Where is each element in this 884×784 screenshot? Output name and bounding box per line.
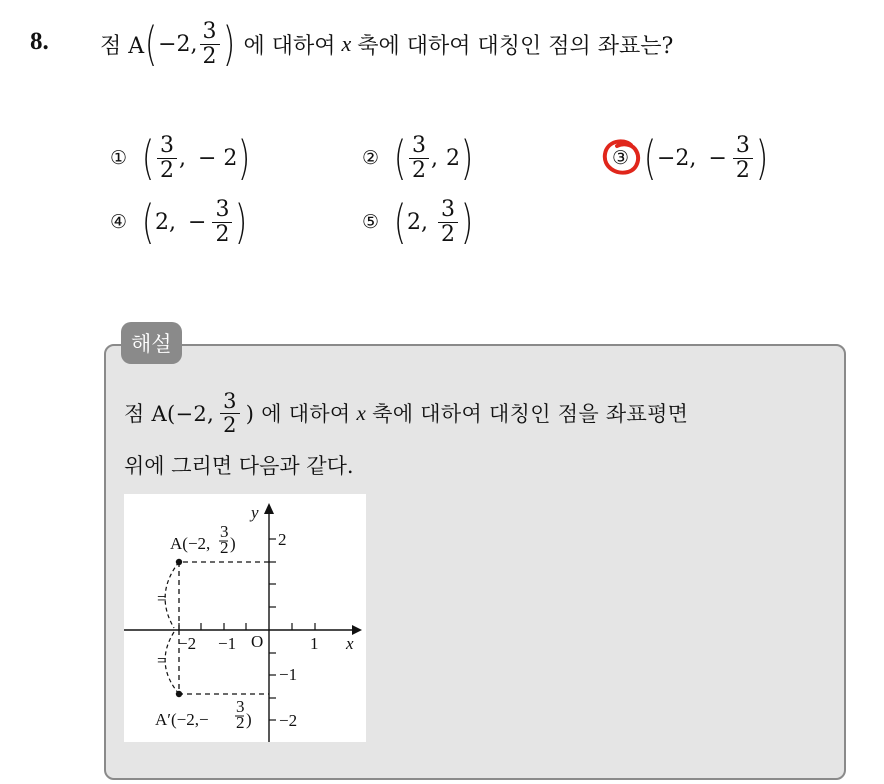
- point-a-prime-close: ): [246, 710, 252, 729]
- fraction-denominator: 2: [215, 221, 230, 247]
- right-paren: ): [222, 17, 235, 71]
- fraction-denominator: 2: [735, 157, 750, 183]
- question-suffix: 축에 대하여 대칭인 점의 좌표는?: [357, 33, 674, 59]
- left-paren: (: [643, 131, 657, 185]
- point-a-prime: [176, 691, 182, 697]
- option-value: −2,: [657, 145, 697, 171]
- question-mid: 에 대하여: [243, 33, 336, 59]
- answer-circle-mark: [601, 137, 643, 179]
- point-a-prime-frac-den: 2: [236, 713, 245, 732]
- x-tick-label: −2: [178, 634, 197, 653]
- x-tick-label: −1: [218, 634, 237, 653]
- option-2[interactable]: [362, 126, 474, 190]
- option-3[interactable]: [612, 126, 769, 190]
- point-a-label: A(−2,: [170, 534, 211, 553]
- option-minus: −: [708, 145, 727, 171]
- fraction-denominator: 2: [412, 157, 426, 183]
- right-paren: ): [238, 131, 251, 185]
- option-sep: ,: [179, 145, 186, 171]
- fraction-numerator: 3: [200, 20, 220, 44]
- solution-line-1: [124, 378, 688, 448]
- question-axis-var: x: [341, 31, 352, 56]
- x-axis-label: x: [346, 634, 354, 653]
- question-text: [100, 12, 673, 76]
- equal-mark: =: [157, 651, 167, 670]
- y-tick-label: −2: [279, 711, 298, 730]
- fraction-numerator: 3: [438, 198, 458, 222]
- y-tick-label: −1: [279, 665, 298, 684]
- option-4[interactable]: [110, 190, 248, 254]
- coordinate-plane-svg: [124, 494, 366, 742]
- y-axis-arrow: [264, 503, 274, 514]
- option-number: ③: [612, 147, 629, 169]
- fraction-numerator: 3: [409, 134, 429, 158]
- option-number: ①: [110, 147, 128, 169]
- point-a-close: ): [230, 534, 236, 553]
- fraction-numerator: 3: [733, 134, 753, 158]
- point-a-prime-label: A′(−2,−: [155, 710, 209, 729]
- option-fraction: [733, 134, 753, 181]
- point-a-prime-frac-num: 3: [236, 697, 245, 716]
- point-a-frac-den: 2: [220, 538, 229, 557]
- solution-fraction: [220, 390, 240, 435]
- point-a: [176, 559, 182, 565]
- fraction-denominator: 2: [441, 221, 455, 247]
- equal-mark: =: [157, 589, 167, 608]
- option-1[interactable]: [110, 126, 251, 190]
- solution-tag: 해설: [121, 322, 182, 364]
- right-paren: ): [755, 131, 769, 185]
- option-value: 2: [446, 145, 460, 171]
- solution-mid: ) 에 대하여: [245, 402, 351, 426]
- option-5[interactable]: [362, 190, 474, 254]
- fraction-denominator: 2: [160, 157, 174, 183]
- coordinate-graph: [124, 494, 366, 742]
- left-paren: (: [141, 131, 155, 185]
- option-sep: ,: [431, 145, 438, 171]
- solution-line-2: 위에 그리면 다음과 같다.: [124, 454, 354, 478]
- solution-axis-var: x: [356, 400, 367, 425]
- dashed-guide-a: [179, 562, 269, 630]
- option-fraction: [157, 134, 177, 181]
- option-value: 2,: [155, 209, 176, 235]
- option-number: ⑤: [362, 211, 380, 233]
- x-tick-label: 1: [310, 634, 319, 653]
- solution-suffix: 축에 대하여 대칭인 점을 좌표평면: [372, 402, 689, 426]
- left-paren: (: [393, 131, 407, 185]
- origin-label: O: [251, 632, 264, 651]
- option-fraction: [438, 198, 458, 245]
- option-value: 2,: [407, 209, 428, 235]
- reflection-arc-upper: [165, 562, 179, 628]
- right-paren: ): [235, 195, 248, 249]
- reflection-arc-lower: [165, 632, 179, 694]
- question-prefix: 점 A: [100, 33, 145, 59]
- option-fraction: [212, 198, 232, 245]
- solution-prefix: 점 A(−2,: [124, 402, 215, 426]
- fraction-denominator: 2: [223, 412, 237, 437]
- right-paren: ): [460, 131, 474, 185]
- left-paren: (: [144, 17, 158, 71]
- fraction-numerator: 3: [220, 390, 240, 413]
- option-minus: −: [188, 209, 207, 235]
- left-paren: (: [141, 195, 155, 249]
- fraction-denominator: 2: [202, 43, 217, 69]
- point-a-frac-num: 3: [220, 522, 229, 541]
- option-fraction: [409, 134, 429, 181]
- right-paren: ): [460, 195, 474, 249]
- question-number: 8.: [30, 28, 49, 55]
- question-point-x: −2,: [158, 31, 198, 57]
- option-number: ④: [110, 211, 128, 233]
- option-number: ②: [362, 147, 380, 169]
- option-value: − 2: [198, 145, 238, 171]
- y-axis-label: y: [251, 503, 259, 522]
- left-paren: (: [393, 195, 407, 249]
- fraction-numerator: 3: [157, 134, 177, 158]
- fraction-numerator: 3: [212, 198, 232, 222]
- y-tick-label: 2: [278, 530, 287, 549]
- question-fraction: [200, 20, 220, 67]
